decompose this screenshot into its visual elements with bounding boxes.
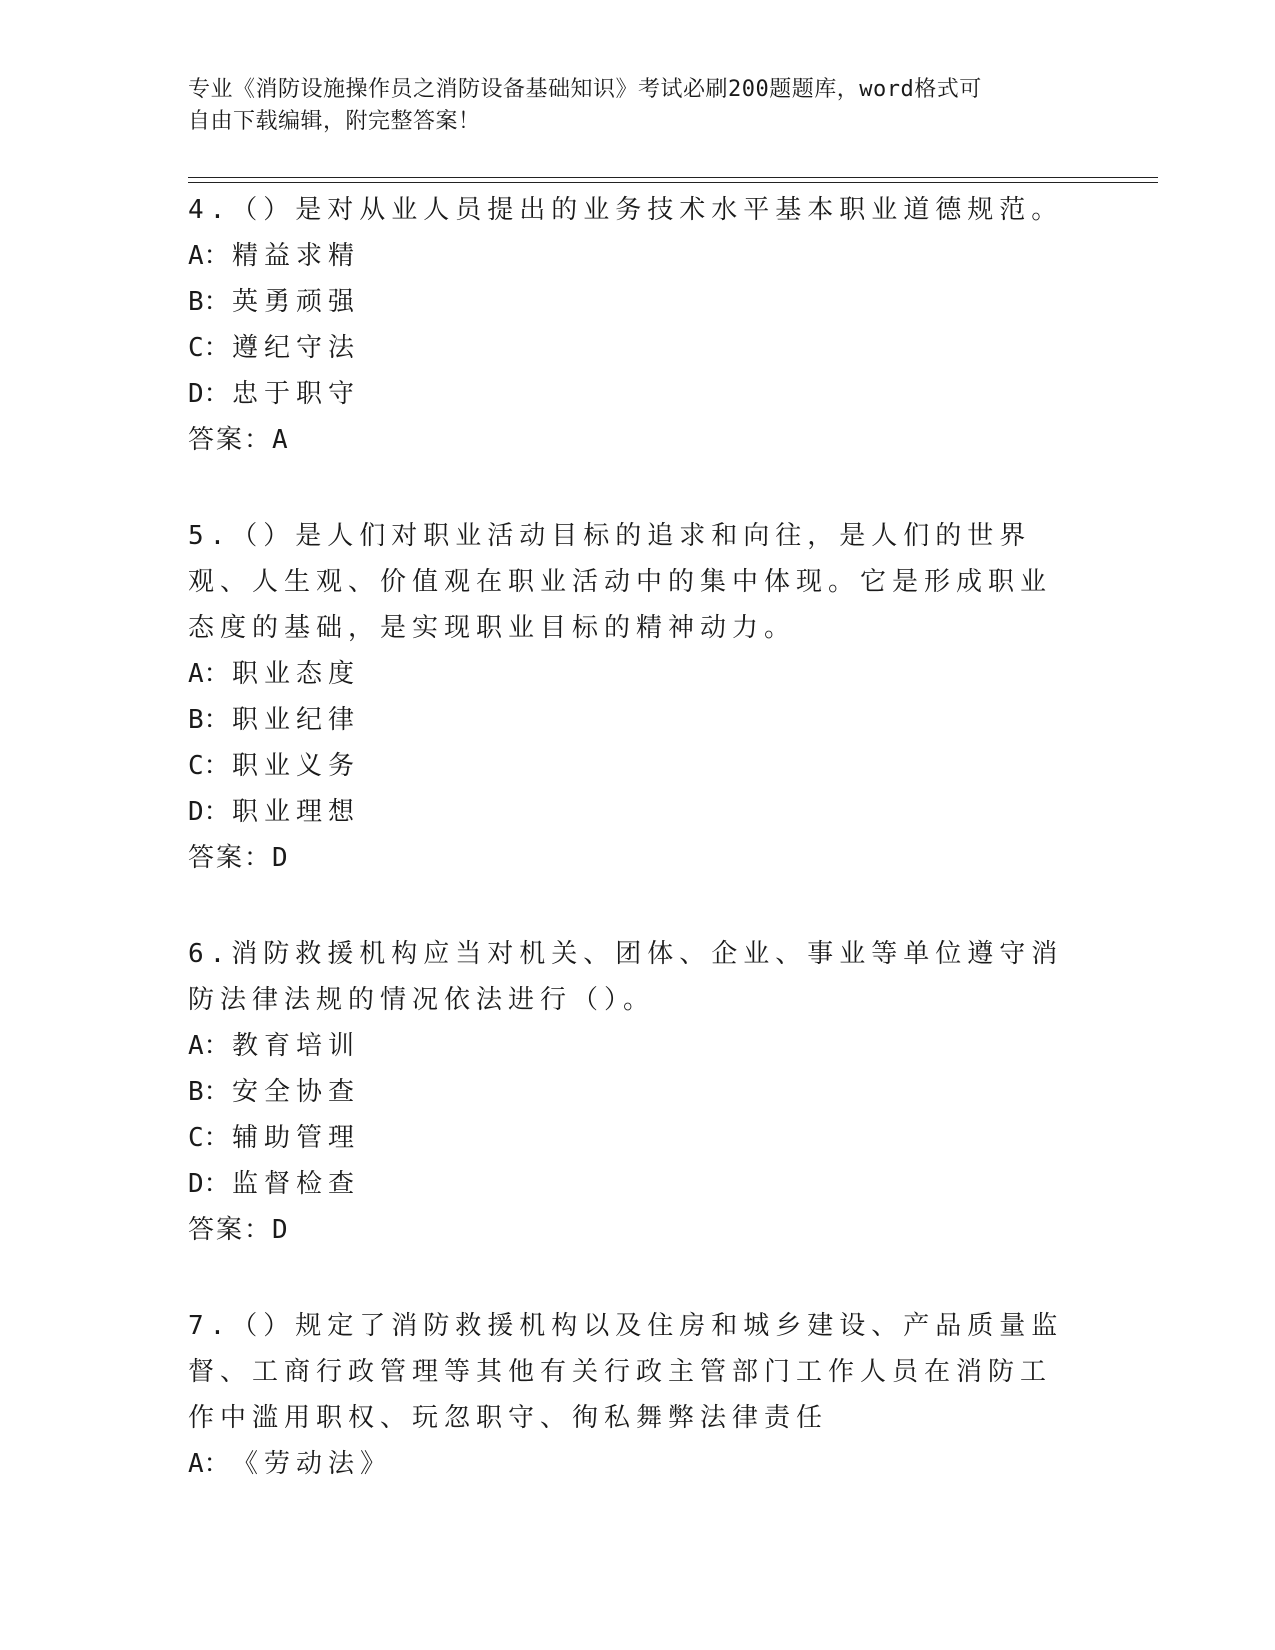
option-text: 遵纪守法 <box>232 333 361 363</box>
option-key: B： <box>188 705 230 735</box>
option-d <box>188 371 1068 417</box>
option-text: 辅助管理 <box>232 1123 361 1153</box>
option-a <box>188 1441 1068 1487</box>
option-key: B： <box>188 1077 230 1107</box>
answer-label: 答案： <box>188 1215 273 1245</box>
option-key: C： <box>188 333 230 363</box>
option-key: A： <box>188 241 230 271</box>
header-rule-top <box>188 177 1158 178</box>
question-4 <box>188 187 1068 463</box>
option-c <box>188 1115 1068 1161</box>
option-a <box>188 1023 1068 1069</box>
option-key: A： <box>188 659 230 689</box>
header-title-line-1: 专业《消防设施操作员之消防设备基础知识》考试必刷200题题库，word格式可 <box>188 77 982 102</box>
option-text: 安全协查 <box>232 1077 361 1107</box>
option-key: D： <box>188 379 230 409</box>
document-header <box>188 74 1068 138</box>
option-text: 职业理想 <box>232 797 361 827</box>
option-d <box>188 1161 1068 1207</box>
answer-value: D <box>272 843 290 873</box>
option-key: B： <box>188 287 230 317</box>
answer-value: A <box>272 425 290 455</box>
option-key: A： <box>188 1449 230 1479</box>
option-a <box>188 233 1068 279</box>
question-5 <box>188 513 1068 881</box>
header-rule-bottom <box>188 182 1158 183</box>
question-7 <box>188 1303 1068 1487</box>
option-c <box>188 743 1068 789</box>
question-stem: 7.（）规定了消防救援机构以及住房和城乡建设、产品质量监督、工商行政管理等其他有关行政主管部门工作人员在消防工作中滥用职权、玩忽职守、徇私舞弊法律责任 <box>188 1311 1064 1433</box>
option-key: C： <box>188 751 230 781</box>
option-d <box>188 789 1068 835</box>
option-key: D： <box>188 797 230 827</box>
header-title-line-2: 自由下载编辑，附完整答案！ <box>188 109 481 134</box>
option-c <box>188 325 1068 371</box>
answer-line <box>188 417 1068 463</box>
option-text: 职业纪律 <box>232 705 361 735</box>
option-b <box>188 697 1068 743</box>
question-stem: 5.（）是人们对职业活动目标的追求和向往，是人们的世界观、人生观、价值观在职业活动中的集中体现。它是形成职业态度的基础，是实现职业目标的精神动力。 <box>188 521 1053 643</box>
option-text: 教育培训 <box>232 1031 361 1061</box>
question-list <box>188 187 1068 1537</box>
option-key: C： <box>188 1123 230 1153</box>
option-key: D： <box>188 1169 230 1199</box>
option-key: A： <box>188 1031 230 1061</box>
option-text: 职业态度 <box>232 659 361 689</box>
answer-value: D <box>272 1215 290 1245</box>
answer-label: 答案： <box>188 843 273 873</box>
question-stem: 6.消防救援机构应当对机关、团体、企业、事业等单位遵守消防法律法规的情况依法进行（）。 <box>188 939 1064 1015</box>
question-6 <box>188 931 1068 1253</box>
answer-line <box>188 835 1068 881</box>
answer-label: 答案： <box>188 425 273 455</box>
option-text: 监督检查 <box>232 1169 361 1199</box>
option-text: 英勇顽强 <box>232 287 361 317</box>
option-text: 《劳动法》 <box>232 1449 393 1479</box>
option-text: 精益求精 <box>232 241 361 271</box>
option-text: 忠于职守 <box>232 379 361 409</box>
option-b <box>188 1069 1068 1115</box>
option-a <box>188 651 1068 697</box>
option-b <box>188 279 1068 325</box>
question-stem: 4.（）是对从业人员提出的业务技术水平基本职业道德规范。 <box>188 195 1064 225</box>
option-text: 职业义务 <box>232 751 361 781</box>
answer-line <box>188 1207 1068 1253</box>
